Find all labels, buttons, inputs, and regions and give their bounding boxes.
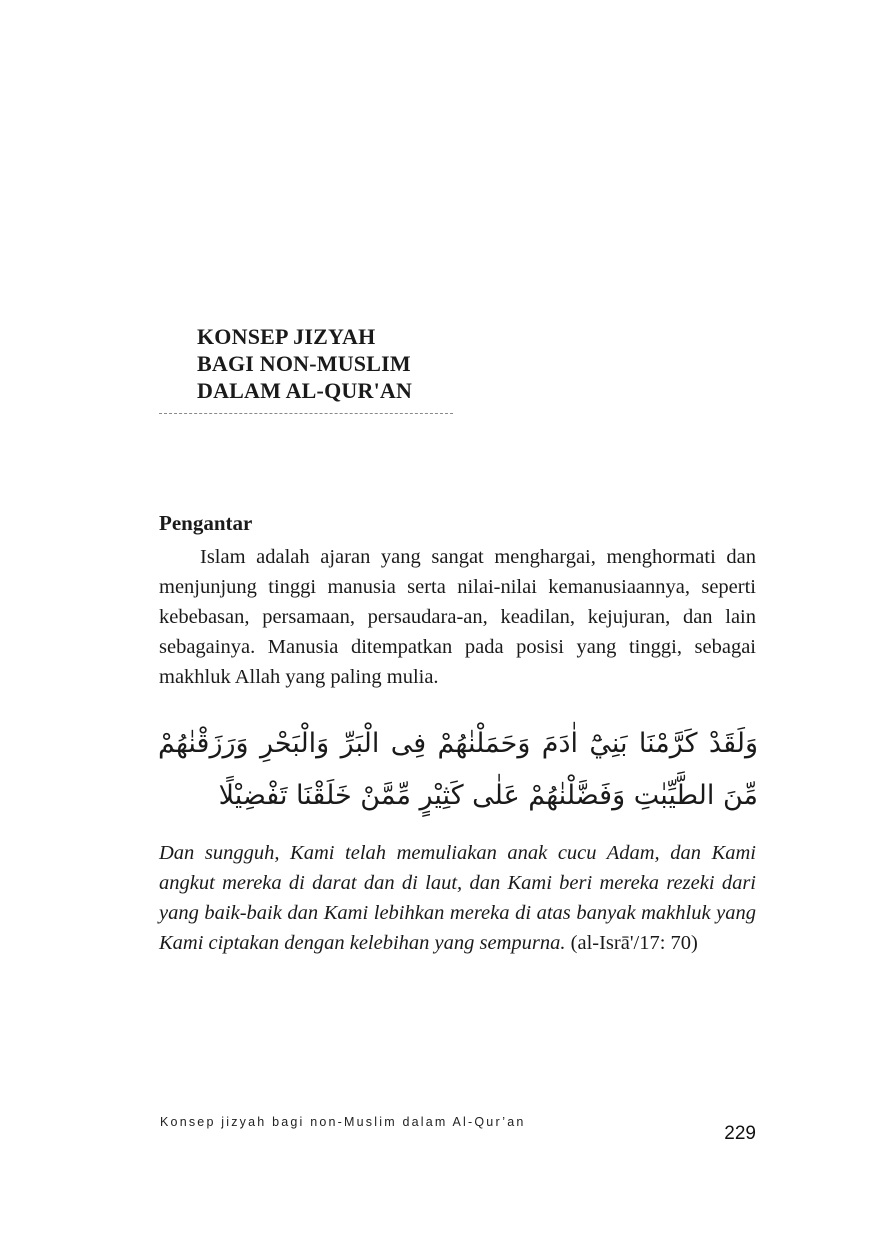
chapter-title-line-1: KONSEP JIZYAH xyxy=(197,324,376,349)
title-divider xyxy=(159,413,453,414)
chapter-title xyxy=(197,323,517,404)
quran-verse-arabic: وَلَقَدْ كَرَّمْنَا بَنِيْٓ اٰدَمَ وَحَمَلْنٰهُمْ فِى الْبَرِّ وَالْبَحْرِ وَرَزَقْنٰهُمْ مِّنَ الطَّيِّبٰتِ وَفَضَّلْنٰهُمْ عَلٰى كَثِيْرٍ مِّمَّنْ خَلَقْنَا تَفْضِيْلًا xyxy=(158,728,758,811)
page-number: 229 xyxy=(724,1123,756,1144)
running-footer-title: Konsep jizyah bagi non-Muslim dalam Al-Qur’an xyxy=(160,1115,526,1129)
section-heading: Pengantar xyxy=(159,511,253,535)
verse-reference: (al-Isrā'/17: 70) xyxy=(570,932,698,954)
intro-paragraph: Islam adalah ajaran yang sangat menghargai, menghormati dan menjunjung tinggi manusia serta nilai-nilai kemanusiaannya, seperti kebebasan, persamaan, persaudara-an, keadilan, kejujuran, dan lain sebagainya. Manusia ditempatkan pada posisi yang tinggi, sebagai makhluk Allah yang paling mulia. xyxy=(159,546,756,688)
chapter-title-line-3: DALAM AL-QUR'AN xyxy=(197,378,413,403)
verse-translation xyxy=(159,838,756,958)
verse-translation-text: Dan sungguh, Kami telah memuliakan anak cucu Adam, dan Kami angkut mereka di darat dan di laut, dan Kami beri mereka rezeki dari yang baik-baik dan Kami lebihkan mereka di atas banyak makhluk yang Kami ciptakan dengan kelebihan yang sempurna. xyxy=(159,842,756,954)
chapter-title-line-2: BAGI NON-MUSLIM xyxy=(197,351,411,376)
